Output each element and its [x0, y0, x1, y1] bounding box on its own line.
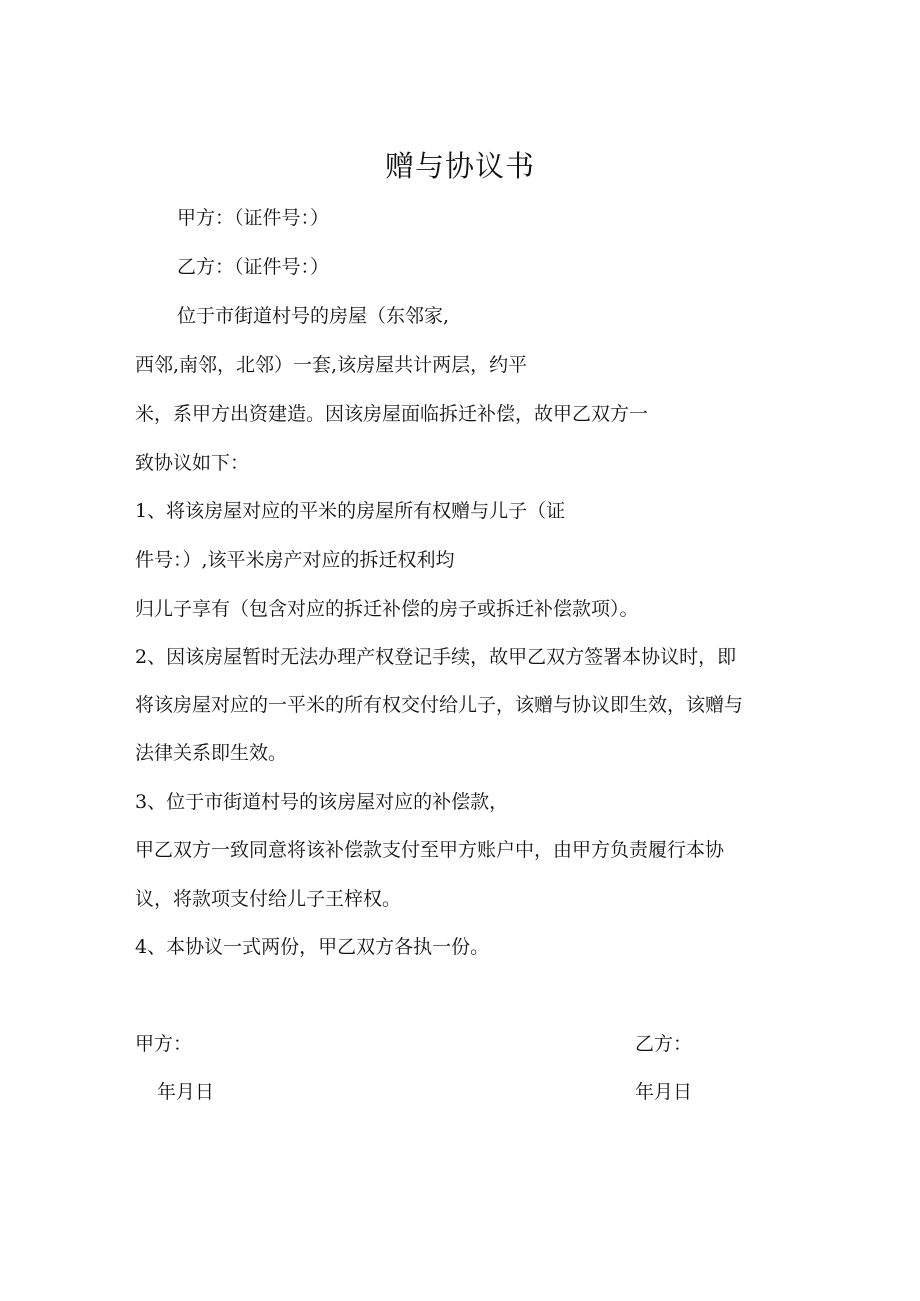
body-line: 米，系甲方出资建造。因该房屋面临拆迁补偿，故甲乙双方一	[135, 403, 649, 425]
clause-2-line: 将该房屋对应的一平米的所有权交付给儿子，该赠与协议即生效，该赠与	[135, 694, 744, 716]
clause-1-line: 件号：）,该平米房产对应的拆迁权利均	[135, 549, 455, 571]
signature-party-a-date: 年月日	[157, 1081, 215, 1103]
clause-1-line: 1、将该房屋对应的平米的房屋所有权赠与儿子（证	[135, 500, 566, 522]
document-title: 赠与协议书	[384, 149, 535, 183]
body-line: 致协议如下：	[135, 452, 250, 474]
body-line: 位于市街道村号的房屋（东邻家,	[177, 305, 450, 327]
clause-3-line: 议，将款项支付给儿子王梓权。	[135, 888, 402, 910]
clause-2-line: 2、因该房屋暂时无法办理产权登记手续，故甲乙双方签署本协议时，即	[135, 646, 737, 668]
party-a-line: 甲方：（证件号：）	[177, 207, 330, 229]
clause-2-line: 法律关系即生效。	[135, 742, 288, 764]
clause-3-line: 甲乙双方一致同意将该补偿款支付至甲方账户中，由甲方负责履行本协	[135, 839, 725, 861]
signature-party-b-label: 乙方：	[635, 1033, 693, 1055]
clause-3-line: 3、位于市街道村号的该房屋对应的补偿款，	[135, 791, 509, 813]
body-line: 西邻,南邻，北邻）一套,该房屋共计两层，约平	[135, 354, 528, 376]
signature-party-a-label: 甲方：	[135, 1033, 193, 1055]
party-b-line: 乙方：（证件号：）	[177, 256, 330, 278]
clause-1-line: 归儿子享有（包含对应的拆迁补偿的房子或拆迁补偿款项）。	[135, 598, 639, 620]
clause-4-line: 4、本协议一式两份，甲乙双方各执一份。	[135, 936, 490, 958]
signature-party-b-date: 年月日	[635, 1081, 693, 1103]
